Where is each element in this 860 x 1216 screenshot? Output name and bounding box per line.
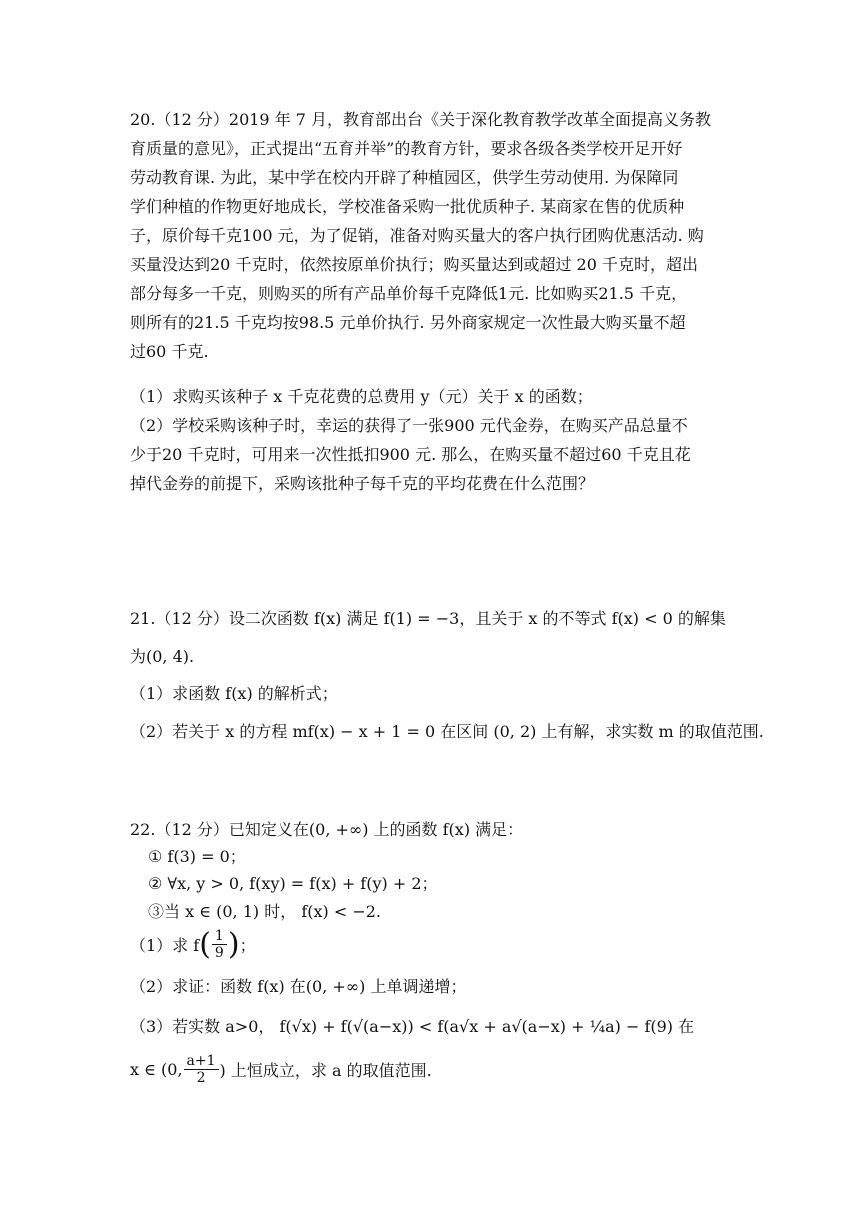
q20-line: 则所有的21.5 千克均按98.5 元单价执行. 另外商家规定一次性最大购买量不超 — [130, 313, 686, 332]
q22-condition: ③当 x ∈ (0, 1) 时， f(x) < −2. — [148, 902, 381, 921]
q21-part2: （2）若关于 x 的方程 mf(x) − x + 1 = 0 在区间 (0, 2) 上有解，求实数 m 的取值范围. — [130, 722, 764, 741]
q20-part1: （1）求购买该种子 x 千克花费的总费用 y（元）关于 x 的函数； — [130, 387, 593, 406]
fraction-numerator: 1 — [212, 928, 227, 945]
q22-part1 — [130, 927, 256, 962]
q22-part3-line2 — [130, 1053, 432, 1086]
fraction-denominator: 2 — [196, 1070, 206, 1086]
q22-header: 22.（12 分）已知定义在(0, +∞) 上的函数 f(x) 满足： — [130, 820, 524, 839]
q21-part1: （1）求函数 f(x) 的解析式； — [130, 684, 338, 703]
q21-line: 21.（12 分）设二次函数 f(x) 满足 f(1) = −3，且关于 x 的不等式 f(x) < 0 的解集 — [130, 609, 726, 628]
q20-line: 子，原价每千克100 元，为了促销，准备对购买量大的客户执行团购优惠活动. 购 — [130, 226, 704, 245]
q20-part2-line: 掉代金券的前提下，采购该批种子每千克的平均花费在什么范围？ — [130, 474, 595, 493]
q22-part3-line1: （3）若实数 a>0， f(√x) + f(√(a−x)) < f(a√x + a√(a−x) + ¼a) − f(9) 在 — [130, 1017, 695, 1036]
q20-line: 20.（12 分）2019 年 7 月，教育部出台《关于深化教育教学改革全面提高义务教 — [130, 110, 712, 129]
q21-line: 为(0, 4). — [130, 647, 195, 666]
q22-part3-suffix: ) 上恒成立，求 a 的取值范围. — [219, 1061, 432, 1080]
q20-line: 过60 千克. — [130, 342, 209, 361]
q20-line: 部分每多一千克，则购买的所有产品单价每千克降低1元. 比如购买21.5 千克， — [130, 284, 688, 303]
q22-part1-prefix: （1）求 f — [130, 936, 200, 955]
q20-part2-line: （2）学校采购该种子时，幸运的获得了一张900 元代金券，在购买产品总量不 — [130, 416, 688, 435]
left-paren: ( — [199, 927, 211, 962]
q22-part2: （2）求证：函数 f(x) 在(0, +∞) 上单调递增； — [130, 977, 467, 996]
q22-part1-suffix: ； — [239, 936, 256, 955]
fraction-denominator: 9 — [214, 945, 224, 961]
q20-line: 买量没达到20 千克时，依然按原单价执行；购买量达到或超过 20 千克时，超出 — [130, 255, 698, 274]
q20-line: 育质量的意见》，正式提出“五育并举”的教育方针，要求各级各类学校开足开好 — [130, 139, 683, 158]
fraction-numerator: a+1 — [184, 1053, 219, 1070]
right-paren: ) — [227, 927, 240, 962]
q22-condition: ② ∀x, y > 0, f(xy) = f(x) + f(y) + 2； — [148, 874, 438, 893]
q22-part3-prefix: x ∈ (0, — [130, 1060, 183, 1079]
q20-part2-line: 少于20 千克时，可用来一次性抵扣900 元. 那么，在购买量不超过60 千克且花 — [130, 445, 691, 464]
q20-line: 学们种植的作物更好地成长，学校准备采购一批优质种子. 某商家在售的优质种 — [130, 197, 685, 216]
q20-line: 劳动教育课. 为此，某中学在校内开辟了种植园区，供学生劳动使用. 为保障同 — [130, 168, 679, 187]
fraction-a-plus-1-over-2 — [184, 1053, 219, 1086]
q22-condition: ① f(3) = 0； — [148, 847, 246, 866]
fraction-one-ninth — [212, 928, 227, 961]
